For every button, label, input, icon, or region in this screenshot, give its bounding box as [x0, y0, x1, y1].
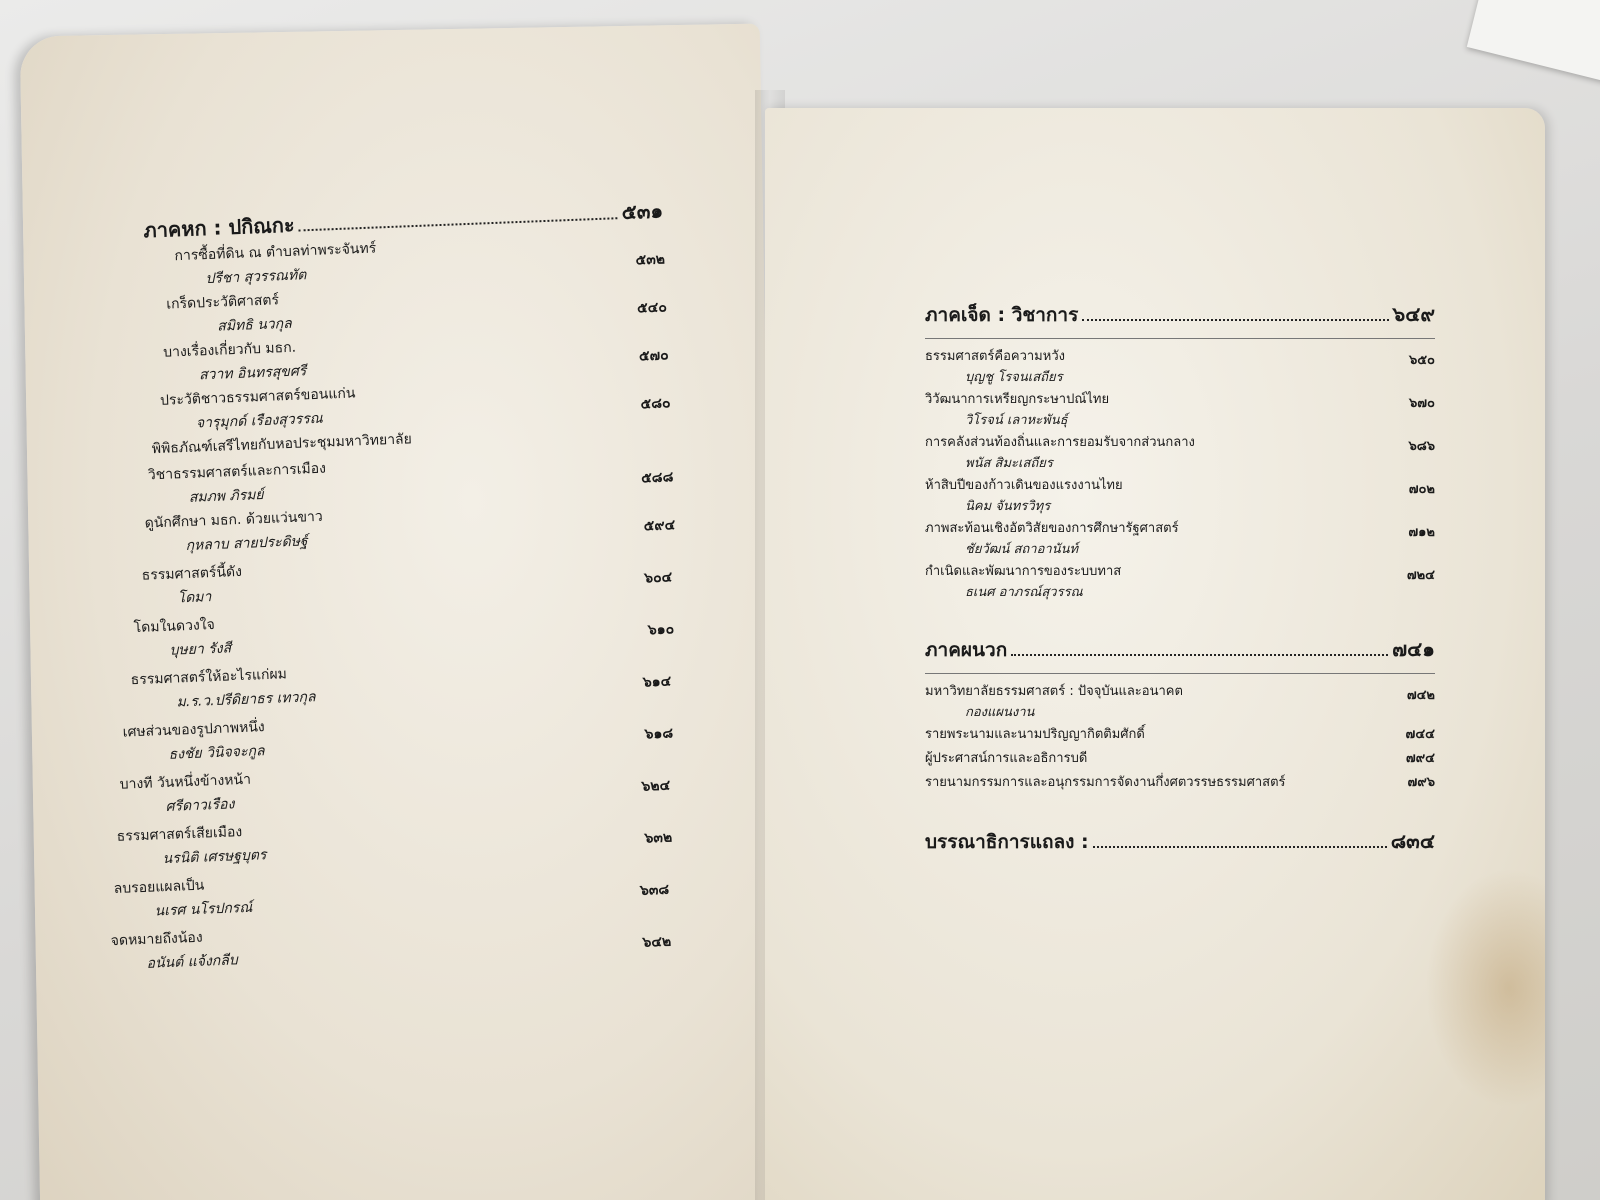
entry-author: บุญชู โรจนเสถียร — [965, 370, 1063, 385]
entry-title: เกร็ดประวัติศาสตร์ — [166, 292, 280, 313]
entry-author: บุษยา รังสี — [169, 640, 232, 659]
right-page — [765, 108, 1545, 1200]
entry-title: เศษส่วนของรูปภาพหนึ่ง — [122, 719, 266, 741]
entry-page-number: ๕๗๐ — [638, 347, 669, 365]
entry-page-number: ๕๔๐ — [636, 299, 668, 317]
section-page-number: ๖๔๙ — [1392, 302, 1435, 326]
entry-page-number: ๗๙๔ — [1405, 751, 1435, 766]
entry-title: บางเรื่องเกี่ยวกับ มธก. — [162, 339, 297, 361]
entry-title: ธรรมศาสตร์นี้ดัง — [141, 563, 243, 584]
dot-leader — [1082, 319, 1388, 321]
entry-page-number: ๕๓๒ — [635, 251, 666, 269]
entry-author: จารุมุกด์ เรืองสุวรรณ — [195, 410, 323, 432]
entry-title: การซื้อที่ดิน ณ ตำบลท่าพระจันทร์ — [174, 240, 377, 265]
entry-page-number: ๖๕๐ — [1408, 353, 1435, 368]
entry-author: สมิทธิ นวกุล — [216, 315, 292, 335]
entry-title: ธรรมศาสตร์คือความหวัง — [925, 349, 1065, 364]
entry-title: ผู้ประศาสน์การและอธิการบดี — [925, 751, 1088, 766]
section-title: บรรณาธิการแถลง : — [925, 831, 1089, 853]
entry-page-number: ๖๓๘ — [639, 881, 670, 899]
section-title: ภาคผนวก — [925, 639, 1008, 661]
toc-entry — [925, 388, 1435, 431]
entry-page-number: ๗๑๒ — [1408, 525, 1435, 540]
toc-entry — [925, 723, 1435, 747]
section-page-number: ๘๓๔ — [1390, 829, 1435, 853]
entry-author: สวาท อินทรสุขศรี — [198, 363, 307, 384]
entry-title: ประวัติชาวธรรมศาสตร์ขอนแก่น — [159, 385, 356, 409]
entry-title: ห้าสิบปีของก้าวเดินของแรงงานไทย — [925, 478, 1123, 493]
toc-section — [925, 825, 1435, 857]
entry-author: โดมา — [177, 589, 212, 607]
toc-entry — [925, 771, 1435, 795]
entry-title: จดหมายถึงน้อง — [110, 929, 203, 950]
toc-entry — [925, 680, 1435, 723]
toc-section — [925, 633, 1435, 795]
dot-leader — [1093, 846, 1387, 848]
entry-page-number: ๗๔๔ — [1405, 727, 1435, 742]
section-heading — [925, 633, 1435, 665]
entry-page-number: ๕๙๔ — [643, 517, 676, 535]
entry-title: พิพิธภัณฑ์เสรีไทยกับหอประชุมมหาวิทยาลัย — [151, 431, 413, 458]
entry-title: ลบรอยแผลเป็น — [113, 877, 205, 898]
entry-author: นรนิติ เศรษฐบุตร — [162, 847, 267, 868]
entry-author: กองแผนงาน — [965, 705, 1035, 720]
entry-page-number: ๖๔๒ — [642, 933, 672, 951]
entry-author: ปรีชา สุวรรณทัต — [205, 267, 307, 288]
section-page-number: ๕๓๑ — [621, 198, 664, 225]
section-heading — [925, 298, 1435, 330]
entry-title: ดูนักศึกษา มธก. ด้วยแว่นขาว — [144, 508, 324, 532]
entry-page-number: ๕๘๘ — [640, 469, 674, 487]
entry-title: ธรรมศาสตร์ให้อะไรแก่ผม — [130, 666, 288, 689]
entry-title: ภาพสะท้อนเชิงอัตวิสัยของการศึกษารัฐศาสตร์ — [925, 521, 1179, 536]
toc-entry — [925, 474, 1435, 517]
entry-title: รายพระนามและนามปริญญากิตติมศักดิ์ — [925, 727, 1145, 742]
entry-author: ธเนศ อาภรณ์สุวรรณ — [965, 585, 1083, 600]
entry-title: บางที วันหนึ่งข้างหน้า — [119, 771, 252, 793]
entry-page-number: ๕๘๐ — [640, 395, 671, 413]
dot-leader — [1011, 654, 1388, 656]
section-rule — [925, 673, 1435, 674]
entry-author: พนัส สิมะเสถียร — [965, 456, 1053, 471]
entry-author: ชัยวัฒน์ สถาอานันท์ — [965, 542, 1079, 557]
entry-title: วิชาธรรมศาสตร์และการเมือง — [147, 460, 327, 484]
entry-title: โดมในดวงใจ — [133, 616, 216, 637]
entry-page-number: ๗๙๖ — [1407, 775, 1435, 790]
entry-title: มหาวิทยาลัยธรรมศาสตร์ : ปัจจุบันและอนาคต — [925, 684, 1183, 699]
section-title: ภาคหก : ปกิณกะ — [143, 212, 296, 243]
toc-entry — [925, 431, 1435, 474]
toc-entry — [925, 747, 1435, 771]
entry-author: กุหลาบ สายประดิษฐ์ — [185, 533, 308, 555]
entry-page-number: ๖๗๐ — [1409, 396, 1435, 411]
section-rule — [925, 338, 1435, 339]
entry-page-number: ๗๐๒ — [1408, 482, 1435, 497]
entry-page-number: ๖๑๐ — [647, 621, 675, 639]
entry-author: ธงชัย วินิจจะกูล — [168, 743, 265, 763]
toc-section — [925, 298, 1435, 603]
entry-author: อนันต์ แจ้งกลีบ — [146, 952, 239, 972]
entry-author: วิโรจน์ เลาหะพันธุ์ — [965, 413, 1068, 428]
entry-page-number: ๖๐๔ — [643, 569, 673, 587]
water-stain — [1425, 868, 1545, 1108]
entry-title: กำเนิดและพัฒนาการของระบบทาส — [925, 564, 1122, 579]
entry-page-number: ๖๑๔ — [642, 673, 672, 691]
entry-author: สมภพ ภิรมย์ — [188, 487, 264, 506]
section-heading — [925, 825, 1435, 857]
entry-page-number: ๖๒๔ — [641, 777, 671, 795]
entry-page-number: ๖๘๖ — [1408, 439, 1435, 454]
entry-author: ศรีดาวเรือง — [165, 796, 235, 815]
entry-page-number: ๖๑๘ — [644, 725, 674, 743]
entry-author: นิคม จันทรวิทุร — [965, 499, 1051, 514]
toc-entry — [925, 517, 1435, 560]
left-entry-list — [110, 226, 692, 979]
entry-page-number: ๗๔๒ — [1406, 688, 1435, 703]
entry-title: ธรรมศาสตร์เสียเมือง — [116, 824, 243, 845]
entry-title: รายนามกรรมการและอนุกรรมการจัดงานกึ่งศตวรรษธรรมศาสตร์ — [925, 775, 1286, 790]
right-table-of-contents — [925, 298, 1435, 887]
toc-entry — [925, 345, 1435, 388]
entry-author: นเรศ นโรปกรณ์ — [154, 899, 253, 920]
entry-author: ม.ร.ว.ปรีดิยาธร เทวกุล — [176, 689, 316, 711]
section-title: ภาคเจ็ด : วิชาการ — [925, 304, 1079, 326]
entry-title: วิวัฒนาการเหรียญกระษาปณ์ไทย — [925, 392, 1110, 407]
section-page-number: ๗๔๑ — [1392, 637, 1435, 661]
toc-entry — [925, 560, 1435, 603]
entry-page-number: ๗๒๔ — [1406, 568, 1435, 583]
entry-page-number: ๖๓๒ — [644, 829, 673, 847]
left-page — [20, 24, 780, 1200]
left-table-of-contents — [110, 194, 692, 979]
entry-title: การคลังส่วนท้องถิ่นและการยอมรับจากส่วนกลาง — [925, 435, 1195, 450]
